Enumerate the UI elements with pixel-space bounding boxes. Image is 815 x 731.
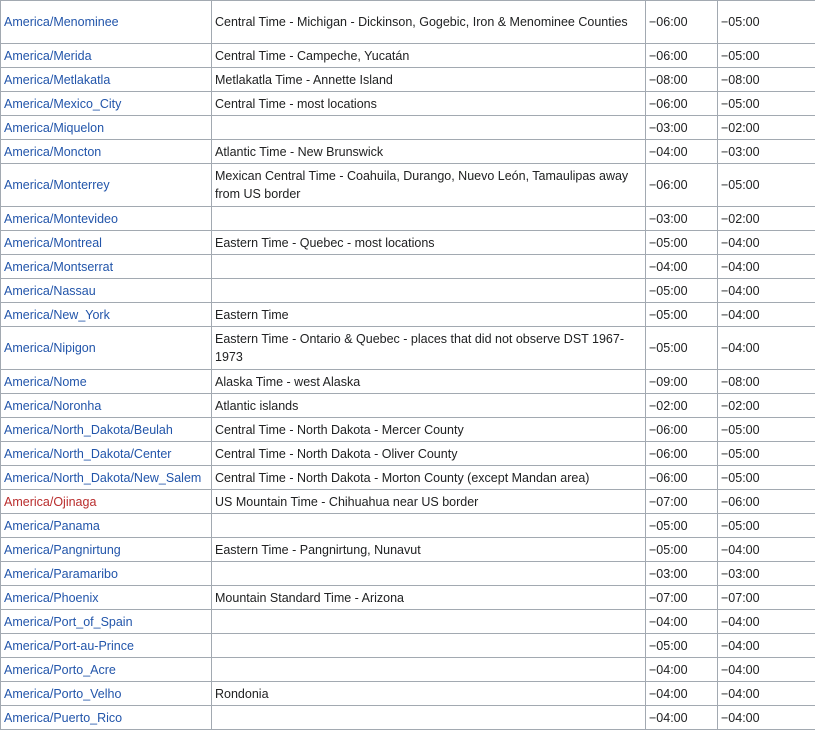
- zone-link[interactable]: America/Merida: [4, 48, 92, 63]
- table-row: [1, 231, 815, 255]
- comment-cell: [212, 207, 646, 231]
- comment-cell: Eastern Time - Ontario & Quebec - places that did not observe DST 1967-1973: [212, 327, 646, 370]
- utc-offset-cell: −03:00: [646, 207, 718, 231]
- utc-offset-cell: −08:00: [646, 68, 718, 92]
- utc-offset-cell: −09:00: [646, 370, 718, 394]
- utc-offset-cell: −03:00: [646, 562, 718, 586]
- zone-link[interactable]: America/Paramaribo: [4, 566, 118, 581]
- table-row: [1, 140, 815, 164]
- utc-offset-cell: −06:00: [646, 164, 718, 207]
- zone-link[interactable]: America/Montevideo: [4, 211, 118, 226]
- zone-link[interactable]: America/Port_of_Spain: [4, 614, 133, 629]
- table-row: [1, 490, 815, 514]
- table-row: [1, 92, 815, 116]
- dst-offset-cell: −06:00: [718, 490, 815, 514]
- zone-link[interactable]: America/Nome: [4, 374, 87, 389]
- table-row: [1, 610, 815, 634]
- zone-link[interactable]: America/Moncton: [4, 144, 102, 159]
- table-row: [1, 116, 815, 140]
- table-row: [1, 255, 815, 279]
- utc-offset-cell: −05:00: [646, 279, 718, 303]
- table-row: [1, 562, 815, 586]
- comment-cell: Central Time - North Dakota - Oliver County: [212, 442, 646, 466]
- dst-offset-cell: −04:00: [718, 255, 815, 279]
- dst-offset-cell: −04:00: [718, 231, 815, 255]
- utc-offset-cell: −04:00: [646, 706, 718, 730]
- utc-offset-cell: −06:00: [646, 442, 718, 466]
- utc-offset-cell: −07:00: [646, 490, 718, 514]
- comment-cell: Atlantic islands: [212, 394, 646, 418]
- table-row: [1, 706, 815, 730]
- utc-offset-cell: −07:00: [646, 586, 718, 610]
- comment-cell: Metlakatla Time - Annette Island: [212, 68, 646, 92]
- dst-offset-cell: −05:00: [718, 466, 815, 490]
- zone-cell: [1, 1, 212, 44]
- utc-offset-cell: −05:00: [646, 327, 718, 370]
- table-row: [1, 418, 815, 442]
- zone-cell: [1, 562, 212, 586]
- table-row: [1, 658, 815, 682]
- zone-cell: [1, 279, 212, 303]
- zone-cell: [1, 44, 212, 68]
- zone-link[interactable]: America/North_Dakota/Beulah: [4, 422, 173, 437]
- dst-offset-cell: −04:00: [718, 682, 815, 706]
- zone-link[interactable]: America/New_York: [4, 307, 110, 322]
- zone-link[interactable]: America/Metlakatla: [4, 72, 111, 87]
- comment-cell: Eastern Time - Pangnirtung, Nunavut: [212, 538, 646, 562]
- dst-offset-cell: −05:00: [718, 418, 815, 442]
- dst-offset-cell: −04:00: [718, 706, 815, 730]
- zone-cell: [1, 92, 212, 116]
- utc-offset-cell: −04:00: [646, 658, 718, 682]
- comment-cell: Central Time - North Dakota - Morton County (except Mandan area): [212, 466, 646, 490]
- dst-offset-cell: −04:00: [718, 279, 815, 303]
- utc-offset-cell: −06:00: [646, 1, 718, 44]
- table-row: [1, 538, 815, 562]
- utc-offset-cell: −05:00: [646, 231, 718, 255]
- comment-cell: Atlantic Time - New Brunswick: [212, 140, 646, 164]
- zone-link[interactable]: America/Menominee: [4, 15, 119, 29]
- comment-cell: Mexican Central Time - Coahuila, Durango, Nuevo León, Tamaulipas away from US border: [212, 164, 646, 207]
- table-row: [1, 279, 815, 303]
- zone-cell: [1, 538, 212, 562]
- dst-offset-cell: −05:00: [718, 1, 815, 44]
- utc-offset-cell: −04:00: [646, 255, 718, 279]
- table-row: [1, 586, 815, 610]
- zone-cell: [1, 634, 212, 658]
- zone-cell: [1, 706, 212, 730]
- zone-cell: [1, 394, 212, 418]
- utc-offset-cell: −04:00: [646, 610, 718, 634]
- comment-cell: [212, 279, 646, 303]
- zone-cell: [1, 514, 212, 538]
- dst-offset-cell: −04:00: [718, 327, 815, 370]
- zone-cell: [1, 164, 212, 207]
- dst-offset-cell: −05:00: [718, 44, 815, 68]
- utc-offset-cell: −03:00: [646, 116, 718, 140]
- zone-link[interactable]: America/Porto_Velho: [4, 686, 122, 701]
- table-row: [1, 207, 815, 231]
- zone-cell: [1, 682, 212, 706]
- zone-cell: [1, 586, 212, 610]
- utc-offset-cell: −05:00: [646, 538, 718, 562]
- zone-cell: [1, 490, 212, 514]
- table-row: [1, 394, 815, 418]
- zone-cell: [1, 231, 212, 255]
- zone-link[interactable]: America/Noronha: [4, 398, 102, 413]
- dst-offset-cell: −03:00: [718, 562, 815, 586]
- table-row: [1, 327, 815, 370]
- table-row: [1, 634, 815, 658]
- comment-cell: Rondonia: [212, 682, 646, 706]
- zone-link[interactable]: America/Porto_Acre: [4, 662, 116, 677]
- dst-offset-cell: −03:00: [718, 140, 815, 164]
- zone-link[interactable]: America/Ojinaga: [4, 494, 97, 509]
- zone-link[interactable]: America/North_Dakota/Center: [4, 446, 172, 461]
- zone-cell: [1, 466, 212, 490]
- comment-cell: Central Time - Campeche, Yucatán: [212, 44, 646, 68]
- table-row: [1, 44, 815, 68]
- dst-offset-cell: −08:00: [718, 370, 815, 394]
- zone-cell: [1, 207, 212, 231]
- dst-offset-cell: −04:00: [718, 610, 815, 634]
- table-row: [1, 514, 815, 538]
- zone-cell: [1, 658, 212, 682]
- comment-cell: [212, 634, 646, 658]
- comment-cell: Eastern Time - Quebec - most locations: [212, 231, 646, 255]
- utc-offset-cell: −05:00: [646, 514, 718, 538]
- dst-offset-cell: −04:00: [718, 303, 815, 327]
- zone-link[interactable]: America/Montserrat: [4, 259, 114, 274]
- dst-offset-cell: −02:00: [718, 207, 815, 231]
- zone-cell: [1, 116, 212, 140]
- dst-offset-cell: −08:00: [718, 68, 815, 92]
- comment-cell: Eastern Time: [212, 303, 646, 327]
- utc-offset-cell: −06:00: [646, 44, 718, 68]
- utc-offset-cell: −05:00: [646, 303, 718, 327]
- dst-offset-cell: −02:00: [718, 394, 815, 418]
- utc-offset-cell: −04:00: [646, 140, 718, 164]
- zone-cell: [1, 140, 212, 164]
- utc-offset-cell: −04:00: [646, 682, 718, 706]
- comment-cell: [212, 562, 646, 586]
- table-row: [1, 68, 815, 92]
- timezone-table-body: [1, 1, 815, 730]
- table-row: [1, 442, 815, 466]
- table-row: [1, 466, 815, 490]
- zone-cell: [1, 418, 212, 442]
- table-row: [1, 370, 815, 394]
- dst-offset-cell: −02:00: [718, 116, 815, 140]
- comment-cell: Mountain Standard Time - Arizona: [212, 586, 646, 610]
- dst-offset-cell: −05:00: [718, 514, 815, 538]
- dst-offset-cell: −04:00: [718, 658, 815, 682]
- utc-offset-cell: −02:00: [646, 394, 718, 418]
- dst-offset-cell: −07:00: [718, 586, 815, 610]
- comment-cell: [212, 255, 646, 279]
- comment-cell: Central Time - North Dakota - Mercer County: [212, 418, 646, 442]
- utc-offset-cell: −05:00: [646, 634, 718, 658]
- zone-link[interactable]: America/Mexico_City: [4, 96, 122, 111]
- zone-cell: [1, 327, 212, 370]
- comment-cell: Central Time - most locations: [212, 92, 646, 116]
- zone-cell: [1, 370, 212, 394]
- zone-cell: [1, 303, 212, 327]
- zone-link[interactable]: America/Port-au-Prince: [4, 638, 134, 653]
- comment-cell: [212, 706, 646, 730]
- dst-offset-cell: −04:00: [718, 538, 815, 562]
- zone-cell: [1, 68, 212, 92]
- table-row: [1, 682, 815, 706]
- table-row: [1, 303, 815, 327]
- zone-link[interactable]: America/Nassau: [4, 283, 96, 298]
- comment-cell: US Mountain Time - Chihuahua near US border: [212, 490, 646, 514]
- zone-link[interactable]: America/Phoenix: [4, 590, 99, 605]
- dst-offset-cell: −05:00: [718, 442, 815, 466]
- comment-cell: [212, 658, 646, 682]
- comment-cell: [212, 514, 646, 538]
- dst-offset-cell: −05:00: [718, 164, 815, 207]
- comment-cell: [212, 116, 646, 140]
- comment-cell: Central Time - Michigan - Dickinson, Gogebic, Iron & Menominee Counties: [212, 1, 646, 44]
- zone-link[interactable]: America/Puerto_Rico: [4, 710, 123, 725]
- zone-cell: [1, 442, 212, 466]
- comment-cell: Alaska Time - west Alaska: [212, 370, 646, 394]
- utc-offset-cell: −06:00: [646, 466, 718, 490]
- zone-link[interactable]: America/Monterrey: [4, 178, 110, 192]
- zone-cell: [1, 255, 212, 279]
- dst-offset-cell: −05:00: [718, 92, 815, 116]
- dst-offset-cell: −04:00: [718, 634, 815, 658]
- table-row: [1, 1, 815, 44]
- utc-offset-cell: −06:00: [646, 92, 718, 116]
- zone-link[interactable]: America/Montreal: [4, 235, 102, 250]
- utc-offset-cell: −06:00: [646, 418, 718, 442]
- zone-link[interactable]: America/Nipigon: [4, 341, 96, 355]
- zone-link[interactable]: America/North_Dakota/New_Salem: [4, 470, 202, 485]
- table-row: [1, 164, 815, 207]
- zone-link[interactable]: America/Pangnirtung: [4, 542, 121, 557]
- comment-cell: [212, 610, 646, 634]
- zone-link[interactable]: America/Panama: [4, 518, 100, 533]
- zone-cell: [1, 610, 212, 634]
- zone-link[interactable]: America/Miquelon: [4, 120, 105, 135]
